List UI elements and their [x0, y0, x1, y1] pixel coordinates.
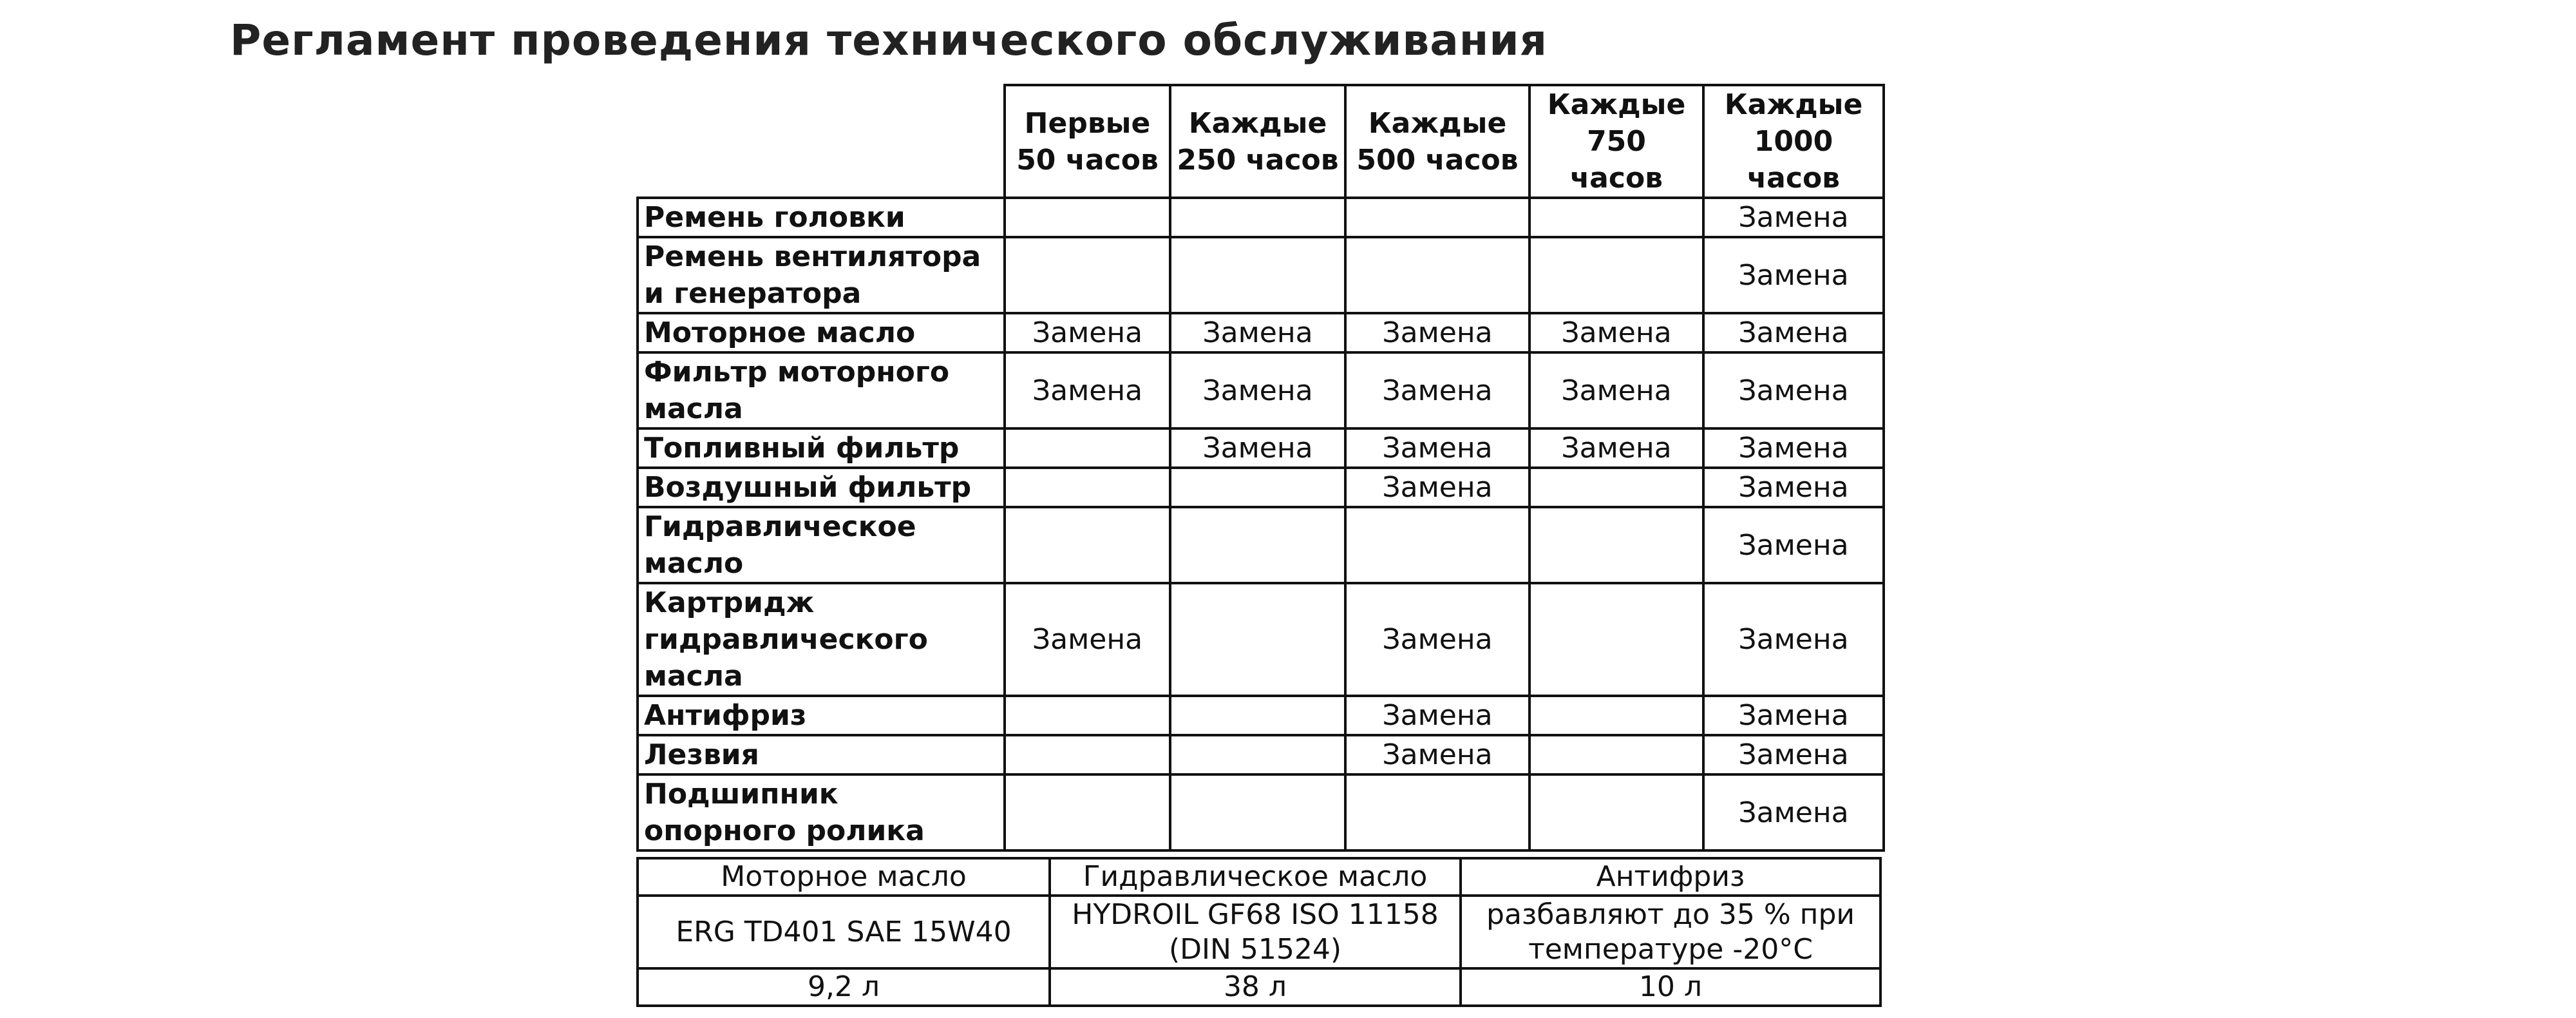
- table-row: [638, 352, 1884, 428]
- schedule-cell: [1170, 583, 1345, 696]
- schedule-cell: [1530, 583, 1703, 696]
- table-row: [638, 507, 1884, 583]
- schedule-cell: [1345, 507, 1530, 583]
- table-row: [638, 428, 1884, 468]
- schedule-cell: [1170, 468, 1345, 507]
- fluid-volume: 10 л: [1461, 968, 1880, 1006]
- schedule-cell: Замена: [1345, 696, 1530, 735]
- schedule-cell: [1170, 237, 1345, 313]
- corner-cell: [638, 85, 1005, 198]
- table-row: [638, 735, 1884, 774]
- schedule-cell: Замена: [1170, 313, 1345, 352]
- schedule-cell: Замена: [1170, 352, 1345, 428]
- schedule-cell: [1345, 774, 1530, 850]
- schedule-cell: Замена: [1530, 352, 1703, 428]
- maintenance-schedule-table: [636, 84, 1885, 852]
- fluid-header: Гидравлическое масло: [1050, 858, 1461, 896]
- schedule-cell: Замена: [1345, 313, 1530, 352]
- row-label: Фильтр моторного масла: [638, 352, 1005, 428]
- schedule-cell: [1170, 507, 1345, 583]
- schedule-cell: [1005, 696, 1170, 735]
- schedule-cell: [1530, 735, 1703, 774]
- table-row: [638, 696, 1884, 735]
- schedule-cell: Замена: [1005, 352, 1170, 428]
- schedule-cell: Замена: [1703, 313, 1884, 352]
- schedule-cell: Замена: [1005, 583, 1170, 696]
- row-label: Картридж гидравлического масла: [638, 583, 1005, 696]
- page-title: Регламент проведения технического обслуживания: [230, 15, 1548, 65]
- schedule-cell: [1005, 237, 1170, 313]
- schedule-cell: Замена: [1703, 696, 1884, 735]
- schedule-cell: Замена: [1703, 774, 1884, 850]
- schedule-cell: Замена: [1703, 735, 1884, 774]
- schedule-cell: Замена: [1345, 428, 1530, 468]
- fluids-table: [636, 857, 1882, 1007]
- schedule-cell: Замена: [1703, 237, 1884, 313]
- schedule-cell: [1005, 428, 1170, 468]
- schedule-cell: [1530, 198, 1703, 237]
- column-header: Каждые 250 часов: [1170, 85, 1345, 198]
- schedule-cell: [1005, 468, 1170, 507]
- table-row: [638, 468, 1884, 507]
- schedule-cell: Замена: [1703, 428, 1884, 468]
- table-row: [638, 583, 1884, 696]
- schedule-cell: [1170, 774, 1345, 850]
- table-row: [638, 237, 1884, 313]
- fluid-header: Антифриз: [1461, 858, 1880, 896]
- schedule-cell: Замена: [1530, 313, 1703, 352]
- row-label: Моторное масло: [638, 313, 1005, 352]
- fluids-volume-row: [638, 968, 1880, 1006]
- schedule-cell: [1170, 735, 1345, 774]
- schedule-cell: Замена: [1345, 352, 1530, 428]
- header-row: [638, 85, 1884, 198]
- column-header: Каждые 1000 часов: [1703, 85, 1884, 198]
- schedule-cell: Замена: [1703, 198, 1884, 237]
- schedule-cell: [1170, 696, 1345, 735]
- schedule-cell: Замена: [1703, 468, 1884, 507]
- schedule-cell: Замена: [1703, 507, 1884, 583]
- table-row: [638, 774, 1884, 850]
- fluids-spec-row: [638, 896, 1880, 968]
- column-header: Каждые 500 часов: [1345, 85, 1530, 198]
- row-label: Воздушный фильтр: [638, 468, 1005, 507]
- fluids-header-row: [638, 858, 1880, 896]
- schedule-cell: [1530, 237, 1703, 313]
- schedule-cell: [1005, 198, 1170, 237]
- schedule-cell: Замена: [1703, 352, 1884, 428]
- column-header: Каждые 750 часов: [1530, 85, 1703, 198]
- schedule-cell: [1005, 735, 1170, 774]
- schedule-cell: [1530, 696, 1703, 735]
- schedule-cell: Замена: [1703, 583, 1884, 696]
- schedule-cell: [1170, 198, 1345, 237]
- row-label: Гидравлическое масло: [638, 507, 1005, 583]
- row-label: Антифриз: [638, 696, 1005, 735]
- schedule-cell: [1530, 507, 1703, 583]
- fluid-spec: ERG TD401 SAE 15W40: [638, 896, 1050, 968]
- fluid-volume: 38 л: [1050, 968, 1461, 1006]
- row-label: Ремень головки: [638, 198, 1005, 237]
- schedule-cell: Замена: [1170, 428, 1345, 468]
- schedule-cell: [1530, 468, 1703, 507]
- row-label: Ремень вентилятора и генератора: [638, 237, 1005, 313]
- fluid-spec: HYDROIL GF68 ISO 11158 (DIN 51524): [1050, 896, 1461, 968]
- fluid-volume: 9,2 л: [638, 968, 1050, 1006]
- schedule-cell: Замена: [1530, 428, 1703, 468]
- schedule-cell: [1345, 198, 1530, 237]
- schedule-cell: Замена: [1005, 313, 1170, 352]
- schedule-cell: Замена: [1345, 583, 1530, 696]
- schedule-cell: [1530, 774, 1703, 850]
- schedule-cell: [1005, 774, 1170, 850]
- schedule-cell: Замена: [1345, 735, 1530, 774]
- column-header: Первые 50 часов: [1005, 85, 1170, 198]
- schedule-cell: Замена: [1345, 468, 1530, 507]
- table-row: [638, 198, 1884, 237]
- schedule-cell: [1005, 507, 1170, 583]
- row-label: Подшипник опорного ролика: [638, 774, 1005, 850]
- row-label: Лезвия: [638, 735, 1005, 774]
- schedule-cell: [1345, 237, 1530, 313]
- table-row: [638, 313, 1884, 352]
- fluid-spec: разбавляют до 35 % при температуре -20°C: [1461, 896, 1880, 968]
- row-label: Топливный фильтр: [638, 428, 1005, 468]
- fluid-header: Моторное масло: [638, 858, 1050, 896]
